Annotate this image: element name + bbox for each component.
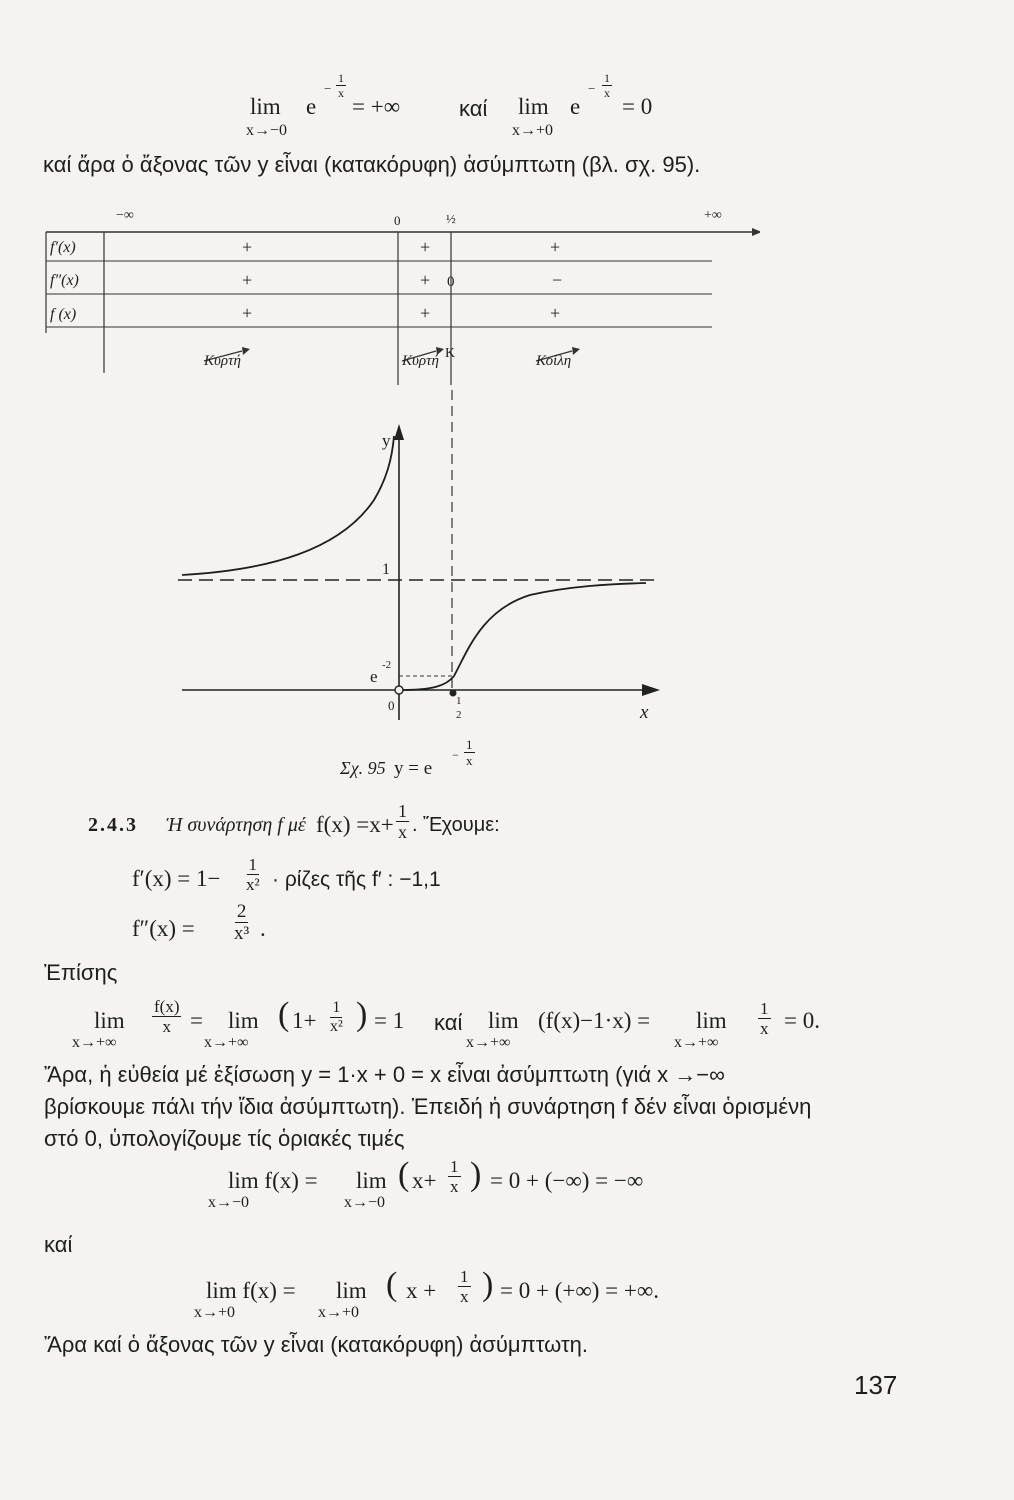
- lb-rest: = 0 + (+∞) = +∞.: [500, 1278, 659, 1303]
- lb-frac: $\frac{1}{x}$: [460, 1267, 469, 1306]
- figure-caption: [340, 738, 500, 784]
- section-heading: [88, 800, 688, 844]
- fig-number: Σχ. 95: [340, 758, 386, 778]
- section-fx: f(x) =x+: [316, 812, 394, 837]
- lb-x: x +: [406, 1278, 437, 1303]
- ll-fx-frac: $\frac{f(x)}{x}$: [154, 997, 180, 1036]
- ll-lim-4: lim: [696, 1008, 727, 1033]
- ll-expr: (f(x)−1·x) =: [538, 1008, 651, 1033]
- d2-lhs: f″(x) =: [132, 916, 195, 941]
- e-exp-label: -2: [382, 659, 392, 671]
- la-lim: lim f(x) =: [228, 1168, 318, 1193]
- row-f2-sign-3: −: [552, 270, 563, 290]
- row-f2-zero: 0: [447, 274, 455, 290]
- section-frac: $\frac{1}{x}$: [398, 801, 407, 842]
- asymptote-sentence: καί ἄρα ὁ ἄξονας τῶν y εἶναι (κατακόρυφη) ἀσύμπτωτη (βλ. σχ. 95).: [43, 152, 701, 177]
- kai-1: καί: [459, 96, 488, 121]
- ll-paren-close: ): [356, 996, 368, 1033]
- d1-frac: $\frac{1}{\text{x²}}$: [246, 855, 260, 894]
- second-derivative: [132, 900, 332, 950]
- ll-lim-2: lim: [228, 1008, 259, 1033]
- origin-label: 0: [388, 698, 395, 713]
- lim-2-sub: x→+0: [512, 122, 554, 139]
- shape-convex-2: Κυρτή: [402, 353, 439, 369]
- page-number: 137: [854, 1370, 898, 1400]
- d2-frac: $\frac{2}{\text{x³}}$: [234, 901, 250, 944]
- row-f1-sign-3: +: [550, 237, 561, 257]
- kai-word: καί: [44, 1232, 73, 1257]
- limit-minus-zero: [206, 1156, 746, 1216]
- lb-paren-close: ): [482, 1266, 494, 1303]
- la-sub2: x→−0: [344, 1194, 386, 1211]
- row-f1-sign-2: +: [420, 237, 431, 257]
- ll-kai: καί: [434, 1010, 463, 1035]
- row-f-sign-3: +: [550, 303, 561, 323]
- axis-zero: 0: [394, 213, 401, 228]
- ll-lim-1: lim: [94, 1008, 125, 1033]
- fig-exp: $\frac{1}{x}$: [466, 737, 473, 768]
- episis: Ἐπίσης: [44, 960, 118, 985]
- ll-sub-2: x→+∞: [204, 1034, 249, 1051]
- la-rest: = 0 + (−∞) = −∞: [490, 1168, 644, 1193]
- shape-concave: Κοίλη: [536, 353, 572, 369]
- lb-lim: lim f(x) =: [206, 1278, 296, 1303]
- row-f-sign-2: +: [420, 303, 431, 323]
- d1-lhs: f′(x) = 1−: [132, 866, 221, 891]
- la-x: x+: [412, 1168, 437, 1193]
- lim-1-sub: x→−0: [246, 122, 288, 139]
- row-f-sign-1: +: [242, 303, 253, 323]
- lb-sub2: x→+0: [318, 1304, 360, 1321]
- ll-sub-4: x→+∞: [674, 1034, 719, 1051]
- one-label: 1: [382, 561, 390, 578]
- la-paren-close: ): [470, 1156, 482, 1193]
- eq-1: = +∞: [352, 94, 401, 119]
- limits-line: [72, 994, 852, 1054]
- para-line-1: Ἄρα, ἡ εὐθεία μέ ἐξίσωση y = 1·x + 0 = x εἶναι ἀσύμπτωτη (γιά x →−∞: [44, 1062, 725, 1087]
- half-den: 2: [456, 709, 462, 721]
- la-sub: x→−0: [208, 1194, 250, 1211]
- la-paren-open: (: [398, 1156, 410, 1193]
- row-f1-sign-1: +: [242, 237, 253, 257]
- ll-sub-1: x→+∞: [72, 1034, 117, 1051]
- ll-frac-2: $\frac{1}{x}$: [760, 999, 769, 1038]
- la-frac: $\frac{1}{x}$: [450, 1157, 459, 1196]
- inflection-label: K: [445, 346, 456, 361]
- d2-rest: .: [260, 916, 266, 941]
- axis-pos-inf: +∞: [704, 208, 722, 223]
- row-f2-name: f″(x): [50, 272, 79, 289]
- lb-paren-open: (: [386, 1266, 398, 1303]
- ll-lim-3: lim: [488, 1008, 519, 1033]
- fig-equation: y = e: [394, 758, 433, 779]
- section-text: Ἡ συνάρτηση f μέ: [166, 814, 306, 836]
- ll-paren-open: (: [278, 996, 290, 1033]
- section-after: . Ἔχουμε:: [412, 814, 500, 836]
- first-derivative: [132, 852, 552, 900]
- row-f-name: f (x): [50, 306, 77, 323]
- final-sentence: Ἄρα καί ὁ ἄξονας τῶν y εἶναι (κατακόρυφη) ἀσύμπτωτη.: [44, 1332, 588, 1357]
- row-f2-sign-1: +: [242, 270, 253, 290]
- para-line-2: βρίσκουμε πάλι τήν ἴδια ἀσύμπτωτη). Ἐπειδή ἡ συνάρτηση f δέν εἶναι ὁρισμένη: [44, 1094, 812, 1119]
- lim-1: lim: [250, 94, 281, 119]
- ll-sub-3: x→+∞: [466, 1034, 511, 1051]
- para-line-3: στό 0, ὑπολογίζουμε τίς ὁριακές τιμές: [44, 1126, 405, 1151]
- d1-rest: · ρίζες τῆς f′ : −1,1: [272, 868, 441, 891]
- axis-half: ½: [446, 211, 456, 226]
- lim-2: lim: [518, 94, 549, 119]
- row-f2-sign-2: +: [420, 270, 431, 290]
- fig-exp-minus: −: [452, 748, 459, 762]
- x-axis-label: x: [640, 702, 649, 723]
- half-num: 1: [456, 695, 462, 707]
- exp-base-2: e: [570, 94, 581, 119]
- ll-one-plus: 1+: [292, 1008, 317, 1033]
- axis-neg-inf: −∞: [116, 208, 134, 223]
- top-limit-line: lim x→−0 e − $\frac{1}{x}$ = +∞ καί lim x→+0 e − $\frac{1}{x}$ = 0: [246, 71, 653, 139]
- la-lim2: lim: [356, 1168, 387, 1193]
- y-axis-label: y: [382, 431, 391, 450]
- ll-eq0: = 0.: [784, 1008, 820, 1033]
- section-number: 2.4.3: [88, 814, 138, 836]
- lb-sub: x→+0: [194, 1304, 236, 1321]
- e-label: e: [370, 667, 378, 686]
- exp-base-1: e: [306, 94, 317, 119]
- shape-convex-1: Κυρτή: [204, 353, 241, 369]
- ll-eq1: = 1: [374, 1008, 405, 1033]
- ll-eq: =: [190, 1008, 203, 1033]
- limit-plus-zero: [194, 1266, 774, 1326]
- ll-frac-1: $\frac{1}{\text{x²}}$: [330, 999, 343, 1035]
- row-f1-name: f′(x): [50, 239, 76, 256]
- function-graph: [170, 390, 670, 730]
- lb-lim2: lim: [336, 1278, 367, 1303]
- eq-2: = 0: [622, 94, 653, 119]
- sign-table: [40, 195, 760, 385]
